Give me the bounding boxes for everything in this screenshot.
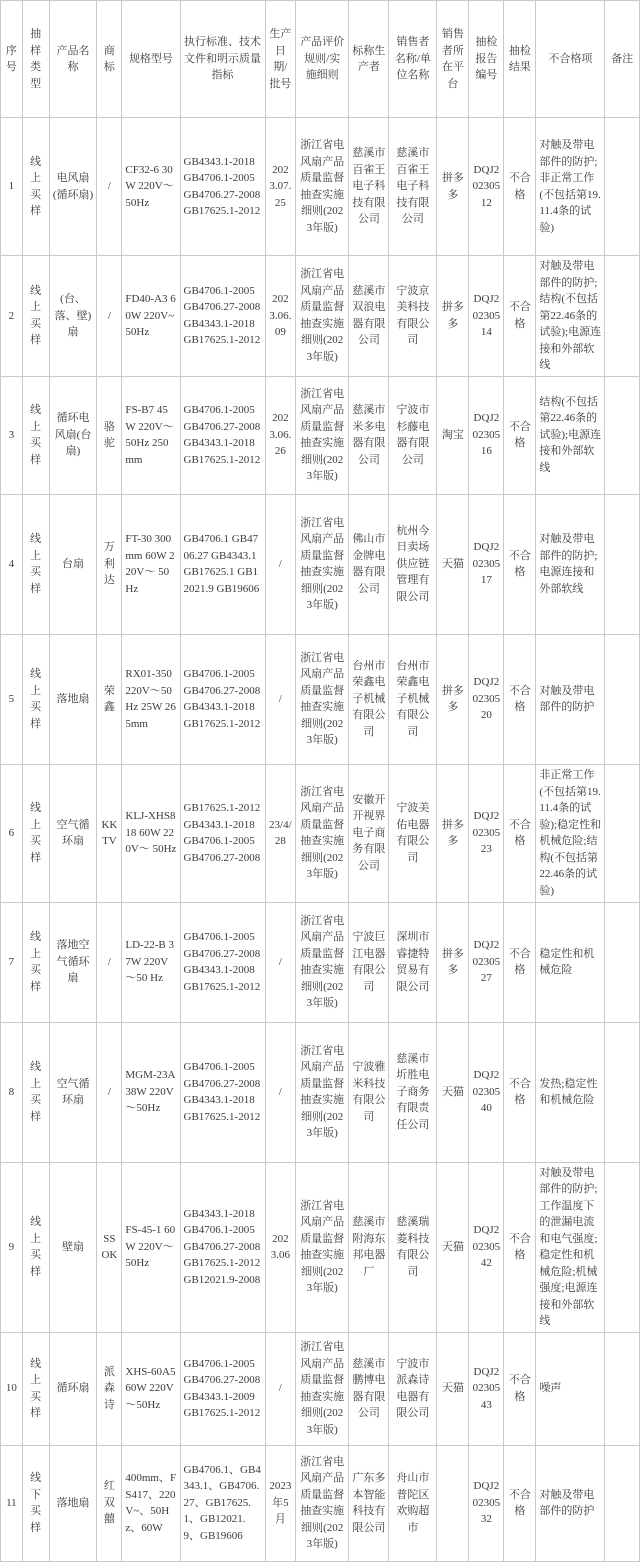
table-cell: 线上买样 bbox=[22, 764, 49, 902]
table-cell: 浙江省电风扇产品质量监督抽查实施细则(2023年版) bbox=[296, 634, 349, 764]
table-cell bbox=[605, 902, 640, 1022]
table-cell: GB4343.1-2018 GB4706.1-2005 GB4706.27-2008 GB17625.1-2012 bbox=[180, 118, 265, 256]
table-cell: 宁波京美科技有限公司 bbox=[389, 256, 437, 377]
table-cell: FS-B7 45W 220V～50Hz 250mm bbox=[122, 376, 180, 494]
table-cell: 7 bbox=[1, 902, 23, 1022]
table-cell: DQJ20230512 bbox=[469, 118, 504, 256]
table-cell: 台扇 bbox=[49, 494, 97, 634]
table-cell bbox=[605, 634, 640, 764]
table-cell: 宁波市杉藤电器有限公司 bbox=[389, 376, 437, 494]
table-row bbox=[1, 1445, 640, 1561]
table-cell: GB4706.1-2005 GB4706.27-2008 GB4343.1-2018 GB17625.1-2012 bbox=[180, 256, 265, 377]
table-cell: FD40-A3 60W 220V~ 50Hz bbox=[122, 256, 180, 377]
table-cell: 派森诗 bbox=[97, 1332, 122, 1445]
table-row bbox=[1, 902, 640, 1022]
table-cell: 2023.06.09 bbox=[265, 256, 296, 377]
table-cell: 宁波巨江电器有限公司 bbox=[349, 902, 389, 1022]
table-cell: 2023.06 bbox=[265, 1162, 296, 1332]
table-cell: 慈溪瑞菱科技有限公司 bbox=[389, 1162, 437, 1332]
table-cell: 浙江省电风扇产品质量监督抽查实施细则(2023年版) bbox=[296, 1332, 349, 1445]
table-cell: 落地扇 bbox=[49, 1445, 97, 1561]
column-header: 商标 bbox=[97, 1, 122, 118]
table-cell: 空气循环扇 bbox=[49, 764, 97, 902]
table-cell: 循环扇 bbox=[49, 1332, 97, 1445]
table-cell: 佛山市金牌电器有限公司 bbox=[349, 494, 389, 634]
column-header: 产品名称 bbox=[49, 1, 97, 118]
table-cell: 线上买样 bbox=[22, 634, 49, 764]
table-body bbox=[1, 118, 640, 1562]
table-cell: DQJ20230532 bbox=[469, 1445, 504, 1561]
table-cell bbox=[605, 1162, 640, 1332]
table-cell: 红双囍 bbox=[97, 1445, 122, 1561]
table-cell: 2023.06.26 bbox=[265, 376, 296, 494]
table-cell: 不合格 bbox=[504, 1445, 536, 1561]
column-header: 执行标准、技术文件和明示质量指标 bbox=[180, 1, 265, 118]
table-cell: 不合格 bbox=[504, 376, 536, 494]
table-cell: 循环电风扇(台扇) bbox=[49, 376, 97, 494]
table-cell: DQJ20230542 bbox=[469, 1162, 504, 1332]
table-cell: 天猫 bbox=[437, 1022, 469, 1162]
table-cell: 拼多多 bbox=[437, 764, 469, 902]
table-cell: FT-30 300mm 60W 220V～ 50Hz bbox=[122, 494, 180, 634]
table-cell: 浙江省电风扇产品质量监督抽查实施细则(2023年版) bbox=[296, 1022, 349, 1162]
table-cell: DQJ20230514 bbox=[469, 256, 504, 377]
header-row bbox=[1, 1, 640, 118]
table-cell: DQJ20230543 bbox=[469, 1332, 504, 1445]
table-cell bbox=[605, 494, 640, 634]
table-cell: 线下买样 bbox=[22, 1445, 49, 1561]
table-row bbox=[1, 764, 640, 902]
table-cell: 3 bbox=[1, 376, 23, 494]
table-cell: 浙江省电风扇产品质量监督抽查实施细则(2023年版) bbox=[296, 1445, 349, 1561]
table-cell: DQJ20230527 bbox=[469, 902, 504, 1022]
table-cell: 拼多多 bbox=[437, 634, 469, 764]
table-cell: 慈溪市双浪电器有限公司 bbox=[349, 256, 389, 377]
table-cell: DQJ20230523 bbox=[469, 764, 504, 902]
table-cell: GB17625.1-2012 GB4343.1-2018 GB4706.1-2005 GB4706.27-2008 bbox=[180, 764, 265, 902]
table-cell: 线上买样 bbox=[22, 256, 49, 377]
table-cell: 11 bbox=[1, 1445, 23, 1561]
table-cell: 荣鑫 bbox=[97, 634, 122, 764]
table-cell: 线上买样 bbox=[22, 376, 49, 494]
table-cell: 23/4/28 bbox=[265, 764, 296, 902]
table-cell: 慈溪市米多电器有限公司 bbox=[349, 376, 389, 494]
table-cell: 浙江省电风扇产品质量监督抽查实施细则(2023年版) bbox=[296, 376, 349, 494]
table-cell: 噪声 bbox=[536, 1332, 605, 1445]
table-cell: DQJ20230540 bbox=[469, 1022, 504, 1162]
table-cell: KLJ-XHS818 60W 220V～ 50Hz bbox=[122, 764, 180, 902]
table-cell: 不合格 bbox=[504, 634, 536, 764]
table-cell: 空气循环扇 bbox=[49, 1022, 97, 1162]
table-cell: 浙江省电风扇产品质量监督抽查实施细则(2023年版) bbox=[296, 764, 349, 902]
table-cell: 线上买样 bbox=[22, 1332, 49, 1445]
table-cell: 不合格 bbox=[504, 1332, 536, 1445]
table-cell: 对触及带电部件的防护;非正常工作(不包括第19.11.4条的试验) bbox=[536, 118, 605, 256]
table-cell: 宁波美佑电器有限公司 bbox=[389, 764, 437, 902]
table-cell: 线上买样 bbox=[22, 494, 49, 634]
table-cell: GB4706.1-2005 GB4706.27-2008 GB4343.1-2018 GB17625.1-2012 bbox=[180, 1022, 265, 1162]
table-cell: 舟山市普陀区欢购超市 bbox=[389, 1445, 437, 1561]
table-cell: 不合格 bbox=[504, 118, 536, 256]
table-cell: 拼多多 bbox=[437, 118, 469, 256]
table-cell: 杭州今日卖场供应链管理有限公司 bbox=[389, 494, 437, 634]
table-cell: / bbox=[97, 118, 122, 256]
table-cell bbox=[605, 376, 640, 494]
table-row bbox=[1, 118, 640, 256]
table-cell bbox=[605, 256, 640, 377]
table-cell bbox=[605, 1022, 640, 1162]
table-cell: GB4706.1、GB4343.1、GB4706.27、GB17625.1、GB12021.9、GB19606 bbox=[180, 1445, 265, 1561]
table-cell: 慈溪市百雀王电子科技有限公司 bbox=[349, 118, 389, 256]
table-cell: 骆驼 bbox=[97, 376, 122, 494]
table-cell: 广东多本智能科技有限公司 bbox=[349, 1445, 389, 1561]
table-cell: 对触及带电部件的防护;电源连接和外部软线 bbox=[536, 494, 605, 634]
table-cell: 对触及带电部件的防护 bbox=[536, 1445, 605, 1561]
table-cell: GB4706.1 GB4706.27 GB4343.1 GB17625.1 GB12021.9 GB19606 bbox=[180, 494, 265, 634]
table-cell: 台州市荣鑫电子机械有限公司 bbox=[349, 634, 389, 764]
table-cell bbox=[605, 764, 640, 902]
table-cell: 1 bbox=[1, 118, 23, 256]
table-cell: DQJ20230517 bbox=[469, 494, 504, 634]
table-cell: 线上买样 bbox=[22, 118, 49, 256]
table-cell: DQJ20230516 bbox=[469, 376, 504, 494]
table-cell: XHS-60A5 60W 220V～50Hz bbox=[122, 1332, 180, 1445]
table-cell: / bbox=[97, 902, 122, 1022]
table-cell: 结构(不包括第22.46条的试验);电源连接和外部软线 bbox=[536, 376, 605, 494]
table-cell: 不合格 bbox=[504, 494, 536, 634]
table-cell: / bbox=[265, 1332, 296, 1445]
table-row bbox=[1, 1332, 640, 1445]
table-cell: GB4706.1-2005 GB4706.27-2008 GB4343.1-2008 GB17625.1-2012 bbox=[180, 902, 265, 1022]
table-cell bbox=[605, 118, 640, 256]
table-cell: 线上买样 bbox=[22, 1162, 49, 1332]
column-header: 抽检结果 bbox=[504, 1, 536, 118]
table-cell: 2 bbox=[1, 256, 23, 377]
table-cell: 5 bbox=[1, 634, 23, 764]
table-cell: 不合格 bbox=[504, 256, 536, 377]
column-header: 产品评价规则/实施细则 bbox=[296, 1, 349, 118]
table-cell: 落地扇 bbox=[49, 634, 97, 764]
table-cell: 浙江省电风扇产品质量监督抽查实施细则(2023年版) bbox=[296, 902, 349, 1022]
table-cell: 天猫 bbox=[437, 1332, 469, 1445]
table-cell: 慈溪市百雀王电子科技有限公司 bbox=[389, 118, 437, 256]
table-cell: (台、落、壁)扇 bbox=[49, 256, 97, 377]
table-cell: 慈溪市圻胜电子商务有限责任公司 bbox=[389, 1022, 437, 1162]
column-header: 生产日期/批号 bbox=[265, 1, 296, 118]
column-header: 不合格项 bbox=[536, 1, 605, 118]
table-cell: 非正常工作(不包括第19.11.4条的试验);稳定性和机械危险;结构(不包括第22.46条的试验) bbox=[536, 764, 605, 902]
table-cell: 稳定性和机械危险 bbox=[536, 902, 605, 1022]
table-cell: 慈溪市附海东邦电器厂 bbox=[349, 1162, 389, 1332]
table-cell: 对触及带电部件的防护;工作温度下的泄漏电流和电气强度;稳定性和机械危险;机械强度;电源连接和外部软线 bbox=[536, 1162, 605, 1332]
table-cell: 拼多多 bbox=[437, 902, 469, 1022]
table-cell: GB4706.1-2005 GB4706.27-2008 GB4343.1-2018 GB17625.1-2012 bbox=[180, 376, 265, 494]
column-header: 序号 bbox=[1, 1, 23, 118]
table-cell: 不合格 bbox=[504, 1022, 536, 1162]
table-cell: 2023.07.25 bbox=[265, 118, 296, 256]
table-cell: 宁波雅米科技有限公司 bbox=[349, 1022, 389, 1162]
table-cell: 线上买样 bbox=[22, 902, 49, 1022]
table-cell: FS-45-1 60W 220V～ 50Hz bbox=[122, 1162, 180, 1332]
table-cell bbox=[437, 1445, 469, 1561]
column-header: 抽样类型 bbox=[22, 1, 49, 118]
table-cell: 天猫 bbox=[437, 494, 469, 634]
table-cell: 浙江省电风扇产品质量监督抽查实施细则(2023年版) bbox=[296, 118, 349, 256]
table-cell: / bbox=[265, 1022, 296, 1162]
table-row bbox=[1, 1162, 640, 1332]
table-cell: 8 bbox=[1, 1022, 23, 1162]
column-header: 抽检报告编号 bbox=[469, 1, 504, 118]
table-cell: 万利达 bbox=[97, 494, 122, 634]
table-cell: 台州市荣鑫电子机械有限公司 bbox=[389, 634, 437, 764]
table-cell: 10 bbox=[1, 1332, 23, 1445]
table-row bbox=[1, 1022, 640, 1162]
table-cell: 2023年5月 bbox=[265, 1445, 296, 1561]
table-cell bbox=[605, 1332, 640, 1445]
table-cell: 发热;稳定性和机械危险 bbox=[536, 1022, 605, 1162]
table-cell: 慈溪市鹏博电器有限公司 bbox=[349, 1332, 389, 1445]
table-cell: DQJ20230520 bbox=[469, 634, 504, 764]
table-cell: / bbox=[265, 634, 296, 764]
table-cell bbox=[605, 1445, 640, 1561]
table-row bbox=[1, 494, 640, 634]
column-header: 销售者所在平台 bbox=[437, 1, 469, 118]
table-cell: / bbox=[97, 256, 122, 377]
table-cell: 宁波市派森诗电器有限公司 bbox=[389, 1332, 437, 1445]
column-header: 备注 bbox=[605, 1, 640, 118]
table-cell: 天猫 bbox=[437, 1162, 469, 1332]
table-cell: 壁扇 bbox=[49, 1162, 97, 1332]
table-cell: SSOK bbox=[97, 1162, 122, 1332]
table-cell: MGM-23A 38W 220V～50Hz bbox=[122, 1022, 180, 1162]
table-cell: GB4343.1-2018 GB4706.1-2005 GB4706.27-2008 GB17625.1-2012 GB12021.9-2008 bbox=[180, 1162, 265, 1332]
table-row bbox=[1, 376, 640, 494]
table-cell: 拼多多 bbox=[437, 256, 469, 377]
table-row bbox=[1, 256, 640, 377]
table-cell: 深圳市睿捷特贸易有限公司 bbox=[389, 902, 437, 1022]
table-cell: 安徽开开视界电子商务有限公司 bbox=[349, 764, 389, 902]
table-cell: 淘宝 bbox=[437, 376, 469, 494]
table-cell: / bbox=[265, 494, 296, 634]
column-header: 标称生产者 bbox=[349, 1, 389, 118]
column-header: 规格型号 bbox=[122, 1, 180, 118]
table-cell: 浙江省电风扇产品质量监督抽查实施细则(2023年版) bbox=[296, 494, 349, 634]
table-cell: KKTV bbox=[97, 764, 122, 902]
table-cell: GB4706.1-2005 GB4706.27-2008 GB4343.1-2018 GB17625.1-2012 bbox=[180, 634, 265, 764]
table-cell: 4 bbox=[1, 494, 23, 634]
table-cell: 线上买样 bbox=[22, 1022, 49, 1162]
table-cell: 落地空气循环扇 bbox=[49, 902, 97, 1022]
table-cell: 浙江省电风扇产品质量监督抽查实施细则(2023年版) bbox=[296, 256, 349, 377]
table-cell: GB4706.1-2005 GB4706.27-2008 GB4343.1-2009 GB17625.1-2012 bbox=[180, 1332, 265, 1445]
table-cell: RX01-350 220V～50Hz 25W 265mm bbox=[122, 634, 180, 764]
table-cell: 6 bbox=[1, 764, 23, 902]
table-cell: 电风扇(循环扇) bbox=[49, 118, 97, 256]
table-cell: LD-22-B 37W 220V～50 Hz bbox=[122, 902, 180, 1022]
table-cell: CF32-6 30W 220V～50Hz bbox=[122, 118, 180, 256]
table-cell: 不合格 bbox=[504, 902, 536, 1022]
table-cell: 不合格 bbox=[504, 764, 536, 902]
table-row bbox=[1, 634, 640, 764]
table-cell: 不合格 bbox=[504, 1162, 536, 1332]
table-cell: / bbox=[97, 1022, 122, 1162]
table-cell: 9 bbox=[1, 1162, 23, 1332]
table-cell: / bbox=[265, 902, 296, 1022]
table-cell: 对触及带电部件的防护;结构(不包括第22.46条的试验);电源连接和外部软线 bbox=[536, 256, 605, 377]
table-cell: 浙江省电风扇产品质量监督抽查实施细则(2023年版) bbox=[296, 1162, 349, 1332]
table-cell: 400mm、FS417、220V~、50Hz、60W bbox=[122, 1445, 180, 1561]
column-header: 销售者名称/单位名称 bbox=[389, 1, 437, 118]
table-cell: 对触及带电部件的防护 bbox=[536, 634, 605, 764]
